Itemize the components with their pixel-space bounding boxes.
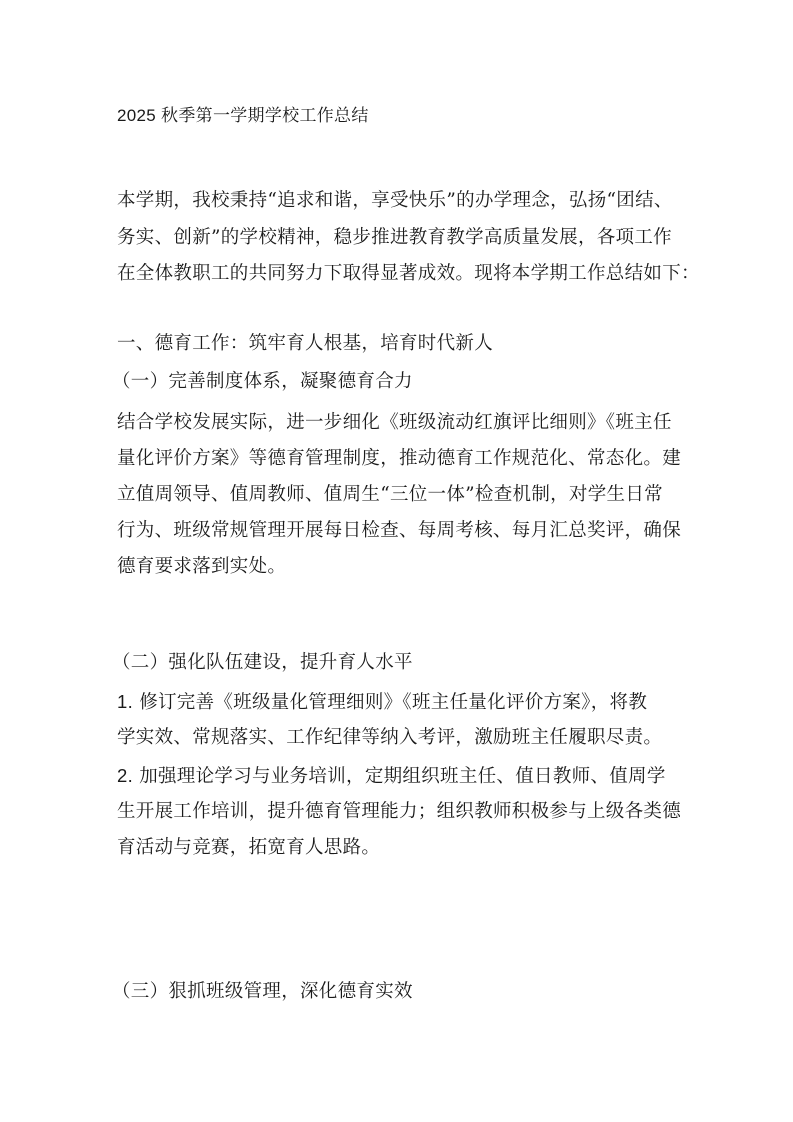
body-line: 德育要求落到实处。 — [117, 556, 287, 577]
list-item — [117, 690, 647, 715]
document-title — [117, 104, 369, 128]
section-heading: 一、德育工作：筑牢育人根基，培育时代新人 — [117, 333, 494, 354]
list-continuation: 生开展工作培训，提升德育管理能力；组织教师积极参与上级各类德 — [117, 801, 682, 822]
subsection-heading: （三）狠抓班级管理，深化德育实效 — [112, 981, 413, 1002]
list-text: 加强理论学习与业务培训，定期组织班主任、值日教师、值周学 — [133, 766, 666, 787]
list-item — [117, 764, 666, 789]
list-number: 2. — [117, 765, 134, 786]
body-line: 量化评价方案》等德育管理制度，推动德育工作规范化、常态化。建 — [117, 448, 682, 469]
body-line: 立值周领导、值周教师、值周生“三位一体”检查机制，对学生日常 — [117, 484, 663, 505]
subsection-heading: （一）完善制度体系，凝聚德育合力 — [112, 371, 413, 392]
body-line: 结合学校发展实际，进一步细化《班级流动红旗评比细则》《班主任 — [117, 412, 672, 433]
title-text: 2025 秋季第一学期学校工作总结 — [117, 106, 369, 125]
list-continuation: 学实效、常规落实、工作纪律等纳入考评，激励班主任履职尽责。 — [117, 727, 663, 748]
intro-line: 在全体教职工的共同努力下取得显著成效。现将本学期工作总结如下： — [117, 263, 700, 284]
body-line: 行为、班级常规管理开展每日检查、每周考核、每月汇总奖评，确保 — [117, 520, 682, 541]
list-number: 1. — [117, 691, 134, 712]
intro-line: 本学期，我校秉持“追求和谐，享受快乐”的办学理念，弘扬“团结、 — [117, 190, 673, 211]
subsection-heading: （二）强化队伍建设，提升育人水平 — [112, 652, 413, 673]
intro-line: 务实、创新”的学校精神，稳步推进教育教学高质量发展，各项工作 — [117, 227, 672, 248]
list-continuation: 育活动与竞赛，拓宽育人思路。 — [117, 837, 381, 858]
list-text: 修订完善《班级量化管理细则》《班主任量化评价方案》，将教 — [133, 692, 648, 713]
